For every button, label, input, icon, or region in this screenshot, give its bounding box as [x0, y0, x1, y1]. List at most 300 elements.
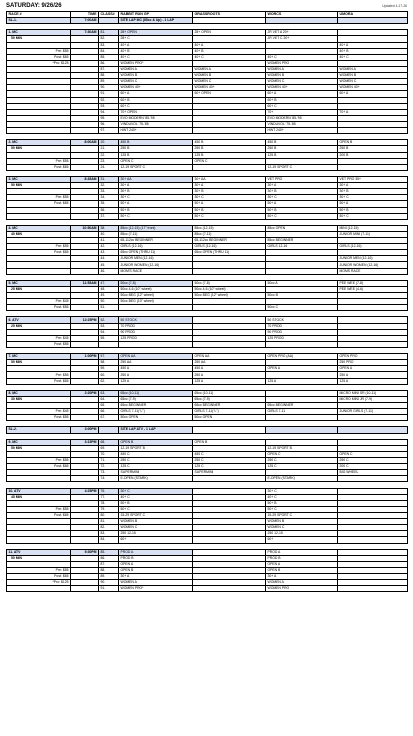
- class-number-cell: 81.: [99, 519, 119, 525]
- rabbit-run-gp-cell: SITE LAP MC (85cc & Up) - 1 LAP: [119, 18, 193, 24]
- rabbit-run-gp-cell: 90 PROD: [119, 329, 193, 335]
- race-cell: *Pro: $125: [7, 60, 71, 66]
- worcs-cell: 250 C: [266, 457, 338, 463]
- race-cell: Pre: $55: [7, 506, 71, 512]
- grassroots-cell: 50cc BEG (12" wheel): [193, 293, 266, 299]
- rabbit-run-gp-cell: 30+ C: [119, 195, 193, 201]
- class-number-cell: 21.: [99, 146, 119, 152]
- grassroots-cell: 30+ B: [193, 189, 266, 195]
- worcs-cell: 70+: [266, 109, 338, 115]
- rabbit-run-gp-cell: 30+ A: [119, 574, 193, 580]
- class-number-cell: 43.: [99, 250, 119, 256]
- race-cell: 50 MIN: [7, 183, 71, 189]
- class-number-cell: 67.: [99, 415, 119, 421]
- race-cell: 3. MC: [7, 176, 71, 182]
- worcs-cell: OPEN A: [266, 366, 338, 372]
- rabbit-run-gp-cell: OPEN B: [119, 567, 193, 573]
- class-number-cell: 70.: [99, 451, 119, 457]
- rabbit-run-gp-cell: E-OPEN (STARK): [119, 476, 193, 482]
- class-number-cell: 88.: [99, 567, 119, 573]
- worcs-cell: VINDUVOL '75-'85: [266, 121, 338, 127]
- rabbit-run-gp-cell: WOMEN B: [119, 519, 193, 525]
- grassroots-cell: 50+ C: [193, 213, 266, 219]
- rabbit-run-gp-cell: 65cc (10-11): [119, 390, 193, 396]
- worcs-cell: 50+ C: [266, 213, 338, 219]
- grassroots-cell: 50cc (7-8): [193, 280, 266, 286]
- rabbit-run-gp-cell: 60+ C: [119, 103, 193, 109]
- rabbit-run-gp-cell: 250 12-15: [119, 531, 193, 537]
- worcs-cell: OPEN PRO (AA): [266, 354, 338, 360]
- grassroots-cell: 250 A: [193, 372, 266, 378]
- worcs-cell: 70 PROD: [266, 323, 338, 329]
- grassroots-cell: 65cc (7-9): [193, 396, 266, 402]
- grassroots-cell: 40+ A: [193, 42, 266, 48]
- class-number-cell: 84.: [99, 537, 119, 543]
- umora-cell: OPEN B: [338, 140, 408, 146]
- race-cell: Pre: $45: [7, 409, 71, 415]
- schedule-date: SATURDAY: 9/26/26: [6, 3, 62, 9]
- umora-cell: JUNIOR WOMEN (12-16): [338, 262, 408, 268]
- umora-cell: MICRO MINI JR (7-9): [338, 396, 408, 402]
- worcs-cell: WOMEN C: [266, 525, 338, 531]
- time-cell: 12:25PM: [71, 317, 99, 323]
- worcs-cell: 60+ C: [266, 103, 338, 109]
- race-cell: 6. ATV: [7, 317, 71, 323]
- column-header: RABBIT RUN GP: [119, 12, 193, 18]
- column-header: GRASSROOTS: [193, 12, 266, 18]
- umora-cell: 250 PRO: [338, 360, 408, 366]
- class-number-cell: 38.: [99, 225, 119, 231]
- time-cell: 4:25PM: [71, 488, 99, 494]
- worcs-cell: WOMEN A: [266, 66, 338, 72]
- class-number-cell: 86.: [99, 555, 119, 561]
- umora-cell: VET PRO 35+: [338, 176, 408, 182]
- rabbit-run-gp-cell: 60+: [119, 537, 193, 543]
- time-cell: 7:00AM: [71, 18, 99, 24]
- worcs-cell: 60+ A: [266, 91, 338, 97]
- grassroots-cell: 450 A: [193, 366, 266, 372]
- class-number-cell: 53.: [99, 323, 119, 329]
- race-cell: Post: $65: [7, 250, 71, 256]
- race-cell: Pre: $55: [7, 195, 71, 201]
- race-cell: SL-1.: [7, 18, 71, 24]
- grassroots-cell: WOMEN B: [193, 73, 266, 79]
- class-number-cell: 68.: [99, 439, 119, 445]
- umora-cell: 50+ C: [338, 213, 408, 219]
- grassroots-cell: 50cc OPEN: [193, 415, 266, 421]
- rabbit-run-gp-cell: 125 B: [119, 152, 193, 158]
- class-number-cell: 55.: [99, 335, 119, 341]
- grassroots-cell: WOMEN 40+: [193, 85, 266, 91]
- umora-cell: 125 A: [338, 378, 408, 384]
- rabbit-run-gp-cell: 450 A: [119, 366, 193, 372]
- worcs-cell: WOMEN PRO: [266, 60, 338, 66]
- race-cell: 8. MC: [7, 390, 71, 396]
- class-number-cell: 72.: [99, 464, 119, 470]
- rabbit-run-gp-cell: 15-29 SPORT C: [119, 512, 193, 518]
- class-number-cell: 42.: [99, 244, 119, 250]
- grassroots-cell: 30+ A: [193, 183, 266, 189]
- rabbit-run-gp-cell: HWT 240+: [119, 128, 193, 134]
- time-cell: 3:15PM: [71, 439, 99, 445]
- rabbit-run-gp-cell: OPEN C: [119, 158, 193, 164]
- rabbit-run-gp-cell: 50+ B: [119, 207, 193, 213]
- umora-cell: WOMEN 40+: [338, 85, 408, 91]
- class-number-cell: 97.: [99, 128, 119, 134]
- rabbit-run-gp-cell: SUPERMINI: [119, 470, 193, 476]
- worcs-cell: 250 12-15: [266, 531, 338, 537]
- class-number-cell: 91.: [99, 91, 119, 97]
- worcs-cell: WOMEN C: [266, 79, 338, 85]
- umora-cell: JUNIOR MINI (7-11): [338, 231, 408, 237]
- grassroots-cell: 125 B: [193, 152, 266, 158]
- worcs-cell: HWT 240+: [266, 128, 338, 134]
- class-number-cell: 91.: [99, 586, 119, 592]
- time-cell: 10:50AM: [71, 225, 99, 231]
- class-number-cell: 47.: [99, 280, 119, 286]
- race-cell: Post: $55: [7, 415, 71, 421]
- rabbit-run-gp-cell: 50cc (7-8): [119, 280, 193, 286]
- worcs-cell: 65cc BEGINNER: [266, 403, 338, 409]
- class-number-cell: 57.: [99, 354, 119, 360]
- class-number-cell: 82.: [99, 36, 119, 42]
- column-header: RACE #: [7, 12, 71, 18]
- rabbit-run-gp-cell: 65-112cc BEGINNER: [119, 238, 193, 244]
- rabbit-run-gp-cell: 50 STOCK: [119, 317, 193, 323]
- rabbit-run-gp-cell: 450 B: [119, 140, 193, 146]
- grassroots-cell: 85cc (12-15): [193, 225, 266, 231]
- rabbit-run-gp-cell: 50+ A: [119, 201, 193, 207]
- umora-cell: 250 A: [338, 372, 408, 378]
- rabbit-run-gp-cell: 50+ C: [119, 213, 193, 219]
- race-cell: Pre: $55: [7, 567, 71, 573]
- rabbit-run-gp-cell: 70 PROD: [119, 323, 193, 329]
- rabbit-run-gp-cell: 65cc (7-9): [119, 396, 193, 402]
- class-number-cell: 32.: [99, 183, 119, 189]
- worcs-cell: 125 A: [266, 378, 338, 384]
- race-cell: Pre: $45: [7, 335, 71, 341]
- race-cell: Pre: $45: [7, 299, 71, 305]
- time-cell: [71, 586, 99, 592]
- rabbit-run-gp-cell: 12-19 SPORT C: [119, 164, 193, 170]
- worcs-cell: 450 B: [266, 140, 338, 146]
- grassroots-cell: 40+ C: [193, 54, 266, 60]
- class-number-cell: 85.: [99, 549, 119, 555]
- worcs-cell: 15-29 SPORT C: [266, 512, 338, 518]
- column-header: TIME: [71, 12, 99, 18]
- class-number-cell: 63.: [99, 390, 119, 396]
- race-cell: SL-2.: [7, 427, 71, 433]
- worcs-cell: OPEN C: [266, 451, 338, 457]
- race-cell: 9. MC: [7, 439, 71, 445]
- worcs-cell: 250 B: [266, 146, 338, 152]
- umora-cell: WOMEN A: [338, 66, 408, 72]
- class-number-cell: 24.: [99, 164, 119, 170]
- rabbit-run-gp-cell: 30+ AA: [119, 176, 193, 182]
- worcs-cell: 50cc B: [266, 293, 338, 299]
- race-schedule-body: [7, 12, 408, 592]
- rabbit-run-gp-cell: 30+ A: [119, 183, 193, 189]
- umora-cell: PEE WEE (7-8): [338, 280, 408, 286]
- race-cell: Post: $65: [7, 201, 71, 207]
- worcs-cell: 50cc A: [266, 280, 338, 286]
- rabbit-run-gp-cell: 40+ A: [119, 42, 193, 48]
- class-number-cell: 50.: [99, 299, 119, 305]
- worcs-cell: WOMEN PRO: [266, 586, 338, 592]
- updated-note: Updated 4-17-26: [382, 4, 407, 8]
- race-cell: 50 MIN: [7, 360, 71, 366]
- class-number-cell: 66.: [99, 409, 119, 415]
- class-number-cell: 46.: [99, 268, 119, 274]
- grassroots-cell: 60+ OPEN: [193, 91, 266, 97]
- rabbit-run-gp-cell: 250 A: [119, 372, 193, 378]
- umora-cell: WOMEN B: [338, 73, 408, 79]
- class-number-cell: 90.: [99, 580, 119, 586]
- worcs-cell: VET PRO: [266, 176, 338, 182]
- time-cell: 5:30PM: [71, 549, 99, 555]
- grassroots-cell: WOMEN C: [193, 79, 266, 85]
- umora-cell: MICRO MINI SR (10-11): [338, 390, 408, 396]
- class-number-cell: 22.: [99, 152, 119, 158]
- grassroots-cell: 28+ OPEN: [193, 30, 266, 36]
- umora-cell: 30+ A: [338, 183, 408, 189]
- rabbit-run-gp-cell: 50cc BEG (10" wheel): [119, 299, 193, 305]
- worcs-cell: 50 STOCK: [266, 317, 338, 323]
- worcs-cell: E-OPEN (STARK): [266, 476, 338, 482]
- worcs-cell: WOMEN B: [266, 73, 338, 79]
- class-number-cell: 58.: [99, 360, 119, 366]
- race-cell: Post: $65: [7, 164, 71, 170]
- race-cell: Pre: $55: [7, 48, 71, 54]
- class-number-cell: 89.: [99, 79, 119, 85]
- rabbit-run-gp-cell: 450 C: [119, 451, 193, 457]
- class-number-cell: 59.: [99, 366, 119, 372]
- rabbit-run-gp-cell: 40+ B: [119, 48, 193, 54]
- worcs-cell: 85cc OPEN: [266, 225, 338, 231]
- worcs-cell: WOMEN A: [266, 580, 338, 586]
- rabbit-run-gp-cell: 28+ C: [119, 36, 193, 42]
- rabbit-run-gp-cell: JUNIOR MEN (12-16): [119, 256, 193, 262]
- grassroots-cell: 40+ B: [193, 48, 266, 54]
- race-cell: 7. MC: [7, 354, 71, 360]
- rabbit-run-gp-cell: SITE LAP ATV - 1 LAP: [119, 427, 193, 433]
- worcs-cell: 85cc BEGINNER: [266, 238, 338, 244]
- rabbit-run-gp-cell: 250 B: [119, 146, 193, 152]
- class-number-cell: 74.: [99, 476, 119, 482]
- rabbit-run-gp-cell: 125 C: [119, 464, 193, 470]
- grassroots-cell: 65cc (10-11): [193, 390, 266, 396]
- rabbit-run-gp-cell: GIRLS (12-16): [119, 244, 193, 250]
- rabbit-run-gp-cell: VINDUVOL '75-'85: [119, 121, 193, 127]
- worcs-cell: 30+ A: [266, 183, 338, 189]
- grassroots-cell: GIRLS (12-16): [193, 244, 266, 250]
- rabbit-run-gp-cell: 30+ C: [119, 488, 193, 494]
- grassroots-cell: 65-112cc BEGINNER: [193, 238, 266, 244]
- rabbit-run-gp-cell: WOMEN A: [119, 66, 193, 72]
- rabbit-run-gp-cell: 12-19 SPORT B: [119, 445, 193, 451]
- rabbit-run-gp-cell: WOMEN B: [119, 73, 193, 79]
- rabbit-run-gp-cell: GIRLS 7-11("L"): [119, 409, 193, 415]
- class-number-cell: 71.: [99, 457, 119, 463]
- rabbit-run-gp-cell: WOMEN C: [119, 79, 193, 85]
- grassroots-cell: SUPERMINI: [193, 470, 266, 476]
- rabbit-run-gp-cell: 85cc (12-15) (17" front): [119, 225, 193, 231]
- class-number-cell: 37.: [99, 213, 119, 219]
- class-number-cell: 41.: [99, 238, 119, 244]
- race-cell: 50 MIN: [7, 445, 71, 451]
- grassroots-cell: 250 B: [193, 146, 266, 152]
- umora-cell: 250 B: [338, 146, 408, 152]
- worcs-cell: 60+: [266, 537, 338, 543]
- time-cell: 7:30AM: [71, 30, 99, 36]
- grassroots-cell: 65cc OPEN (THRU 11): [193, 250, 266, 256]
- umora-cell: 60+ A: [338, 91, 408, 97]
- class-number-cell: 23.: [99, 158, 119, 164]
- class-number-cell: 20.: [99, 140, 119, 146]
- race-cell: 4. MC: [7, 225, 71, 231]
- rabbit-run-gp-cell: PROD A: [119, 549, 193, 555]
- rabbit-run-gp-cell: WOMEN 40+: [119, 85, 193, 91]
- umora-cell: 50+ A: [338, 201, 408, 207]
- rabbit-run-gp-cell: 40+ C: [119, 54, 193, 60]
- column-header: WORCS: [266, 12, 338, 18]
- worcs-cell: OPEN B: [266, 567, 338, 573]
- umora-cell: JUNIOR MEN (12-16): [338, 256, 408, 262]
- umora-cell: 30+ C: [338, 195, 408, 201]
- grassroots-cell: 30+ C: [193, 195, 266, 201]
- class-number-cell: 77.: [99, 494, 119, 500]
- rabbit-run-gp-cell: MOM'S RACE: [119, 268, 193, 274]
- rabbit-run-gp-cell: 50+ C: [119, 506, 193, 512]
- rabbit-run-gp-cell: 125 PROD: [119, 335, 193, 341]
- race-cell: 25 MIN: [7, 286, 71, 292]
- rabbit-run-gp-cell: 30+ B: [119, 189, 193, 195]
- race-cell: *Pro: $125: [7, 580, 71, 586]
- worcs-cell: JR VET C 20+: [266, 36, 338, 42]
- worcs-cell: 40+ C: [266, 494, 338, 500]
- worcs-cell: OPEN A: [266, 561, 338, 567]
- worcs-cell: 40+ C: [266, 54, 338, 60]
- umora-cell: 30+ B: [338, 189, 408, 195]
- class-number-cell: 89.: [99, 574, 119, 580]
- grassroots-cell: WOMEN A: [193, 66, 266, 72]
- class-number-cell: 93.: [99, 103, 119, 109]
- class-number-cell: 83.: [99, 42, 119, 48]
- class-number-cell: 65.: [99, 403, 119, 409]
- race-schedule-table: [6, 11, 408, 592]
- grassroots-cell: 125 A: [193, 378, 266, 384]
- race-cell: 11. ATV: [7, 549, 71, 555]
- grassroots-cell: 450 B: [193, 140, 266, 146]
- rabbit-run-gp-cell: EVO MODERN '85-'95: [119, 115, 193, 121]
- grassroots-cell: 30+ AA: [193, 176, 266, 182]
- rabbit-run-gp-cell: 50cc OPEN: [119, 415, 193, 421]
- race-cell: Pre: $55: [7, 244, 71, 250]
- class-number-cell: 95.: [99, 115, 119, 121]
- class-number-cell: 94.: [99, 109, 119, 115]
- schedule-row: [7, 409, 408, 415]
- umora-cell: OPEN A: [338, 366, 408, 372]
- grassroots-cell: [193, 586, 266, 592]
- race-cell: 40 MIN: [7, 231, 71, 237]
- race-cell: Post: $65: [7, 512, 71, 518]
- worcs-cell: 30+ C: [266, 488, 338, 494]
- grassroots-cell: 250 AA: [193, 360, 266, 366]
- grassroots-cell: 50+ A: [193, 201, 266, 207]
- class-number-cell: 90.: [99, 85, 119, 91]
- class-number-cell: 33.: [99, 189, 119, 195]
- grassroots-cell: 450 C: [193, 451, 266, 457]
- race-cell: 10. ATV: [7, 488, 71, 494]
- rabbit-run-gp-cell: OPEN A: [119, 561, 193, 567]
- umora-cell: 40+ B: [338, 48, 408, 54]
- class-number-cell: 40.: [99, 231, 119, 237]
- class-number-cell: 45.: [99, 262, 119, 268]
- umora-cell: MOMS RACE: [338, 268, 408, 274]
- worcs-cell: PROD A: [266, 549, 338, 555]
- class-number-cell: 96.: [99, 121, 119, 127]
- rabbit-run-gp-cell: PROD B: [119, 555, 193, 561]
- rabbit-run-gp-cell: 50cc BEG (12" wheel): [119, 293, 193, 299]
- race-cell: 45 MIN: [7, 494, 71, 500]
- class-number-cell: 86.: [99, 60, 119, 66]
- grassroots-cell: 250 C: [193, 457, 266, 463]
- rabbit-run-gp-cell: 60+ A: [119, 91, 193, 97]
- race-cell: Pre: $55: [7, 457, 71, 463]
- class-number-cell: 76.: [99, 488, 119, 494]
- worcs-cell: PROD B: [266, 555, 338, 561]
- rabbit-run-gp-cell: WOMEN PRO*: [119, 60, 193, 66]
- rabbit-run-gp-cell: 70+ OPEN: [119, 109, 193, 115]
- rabbit-run-gp-cell: 250 AA: [119, 360, 193, 366]
- schedule-header: [6, 2, 407, 11]
- umora-cell: 50+ B: [338, 207, 408, 213]
- class-number-cell: 87.: [99, 561, 119, 567]
- umora-cell: GIRLS (12-16): [338, 244, 408, 250]
- class-number-cell: 82.: [99, 525, 119, 531]
- class-number-cell: 88.: [99, 73, 119, 79]
- class-number-cell: 51.: [99, 305, 119, 311]
- class-number-cell: 83.: [99, 531, 119, 537]
- class-number-cell: 44.: [99, 256, 119, 262]
- worcs-cell: 90 PROD: [266, 329, 338, 335]
- schedule-row: [7, 586, 408, 592]
- time-cell: 1:00PM: [71, 354, 99, 360]
- umora-cell: JUNIOR GIRLS (7-11): [338, 409, 408, 415]
- race-cell: 50 MIN: [7, 146, 71, 152]
- worcs-cell: GIRLS 12-16: [266, 244, 338, 250]
- race-cell: Post: $65: [7, 378, 71, 384]
- race-cell: 5. MC: [7, 280, 71, 286]
- class-number-cell: 31.: [99, 176, 119, 182]
- worcs-cell: 30+ B: [266, 189, 338, 195]
- class-number-cell: 85.: [99, 54, 119, 60]
- worcs-cell: 50+ B: [266, 500, 338, 506]
- race-cell: 50 MIN: [7, 555, 71, 561]
- rabbit-run-gp-cell: 28+ OPEN: [119, 30, 193, 36]
- worcs-cell: 50+ A: [266, 201, 338, 207]
- worcs-cell: WOMEN B: [266, 519, 338, 525]
- race-cell: Post: $65: [7, 54, 71, 60]
- race-cell: 1. MC: [7, 30, 71, 36]
- rabbit-run-gp-cell: 50+ B: [119, 500, 193, 506]
- worcs-cell: 50cc C: [266, 305, 338, 311]
- race-cell: [7, 586, 71, 592]
- worcs-cell: EVO MODERN '85-'95: [266, 115, 338, 121]
- worcs-cell: 30+ A: [266, 574, 338, 580]
- time-cell: 8:45AM: [71, 176, 99, 182]
- class-number-cell: 73.: [99, 470, 119, 476]
